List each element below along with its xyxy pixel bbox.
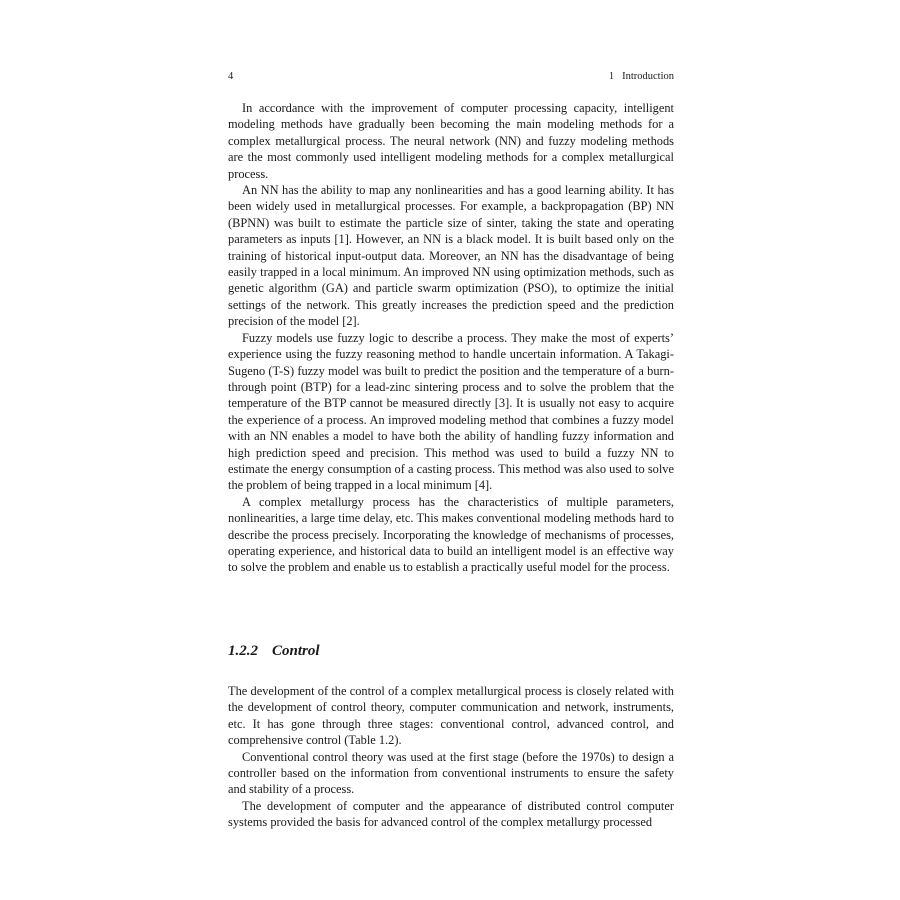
body-text-bottom [228,683,674,831]
paragraph-intelligent-modeling: In accordance with the improvement of computer processing capacity, intelligent modeling methods have gradually been becoming the main modeling methods for a complex metallurgical process. The neural network (NN) and fuzzy modeling methods are the most commonly used intelligent modeling methods for a complex metallurgical process. [228,101,674,181]
paragraph-fuzzy-models: Fuzzy models use fuzzy logic to describe a process. They make the most of experts’ experience using the fuzzy reasoning method to handle uncertain information. A Takagi-Sugeno (T-S) fuzzy model was built to predict the position and the temperature of a burn-through point (BTP) for a lead-zinc sintering process and to solve the problem that the temperature of the BTP cannot be measured directly [3]. It is usually not easy to acquire the experience of a process. An improved modeling method that combines a fuzzy model with an NN enables a model to have both the ability of handling fuzzy information and high prediction speed and precision. This method was used to build a fuzzy NN to estimate the energy consumption of a casting process. This method was also used to solve the problem of being trapped in a local minimum [4]. [228,330,674,493]
paragraph-conventional-control: Conventional control theory was used at the first stage (before the 1970s) to design a controller based on the information from conventional instruments to ensure the safety and stability of a process. [228,749,674,797]
body-text-top [228,100,674,576]
paragraph-advanced-control: The development of computer and the appearance of distributed control computer systems provided the basis for advanced control of the complex metallurgy processed [228,798,674,830]
paragraph-neural-network: An NN has the ability to map any nonlinearities and has a good learning ability. It has been widely used in metallurgical processes. For example, a backpropagation (BP) NN (BPNN) was built to estimate the particle size of sinter, taking the state and operating parameters as inputs [1]. However, an NN is a black model. It is built based only on the training of historical input-output data. Moreover, an NN has the disadvantage of being easily trapped in a local minimum. An improved NN using optimization methods, such as genetic algorithm (GA) and particle swarm optimization (PSO), to optimize the initial settings of the network. This greatly increases the prediction speed and the prediction precision of the model [2]. [228,183,674,329]
chapter-number: 1 [608,71,615,82]
section-heading [228,641,320,661]
page-number: 4 [228,71,234,82]
chapter-title: Introduction [622,71,674,82]
section-title: Control [272,643,320,659]
section-number: 1.2.2 [228,643,258,659]
chapter-running-title [609,70,674,84]
paragraph-complex-metallurgy: A complex metallurgy process has the characteristics of multiple parameters, nonlinearities, a large time delay, etc. This makes conventional modeling methods hard to describe the process precisely. Incorporating the knowledge of mechanisms of processes, operating experience, and historical data to build an intelligent model is an effective way to solve the problem and enable us to establish a practically useful model for the process. [228,494,674,575]
running-head [228,70,674,84]
paragraph-control-development: The development of the control of a complex metallurgical process is closely related with the development of control theory, computer communication and network, instruments, etc. It has gone through three stages: conventional control, advanced control, and comprehensive control (Table 1.2). [228,684,674,748]
document-page [228,0,674,900]
